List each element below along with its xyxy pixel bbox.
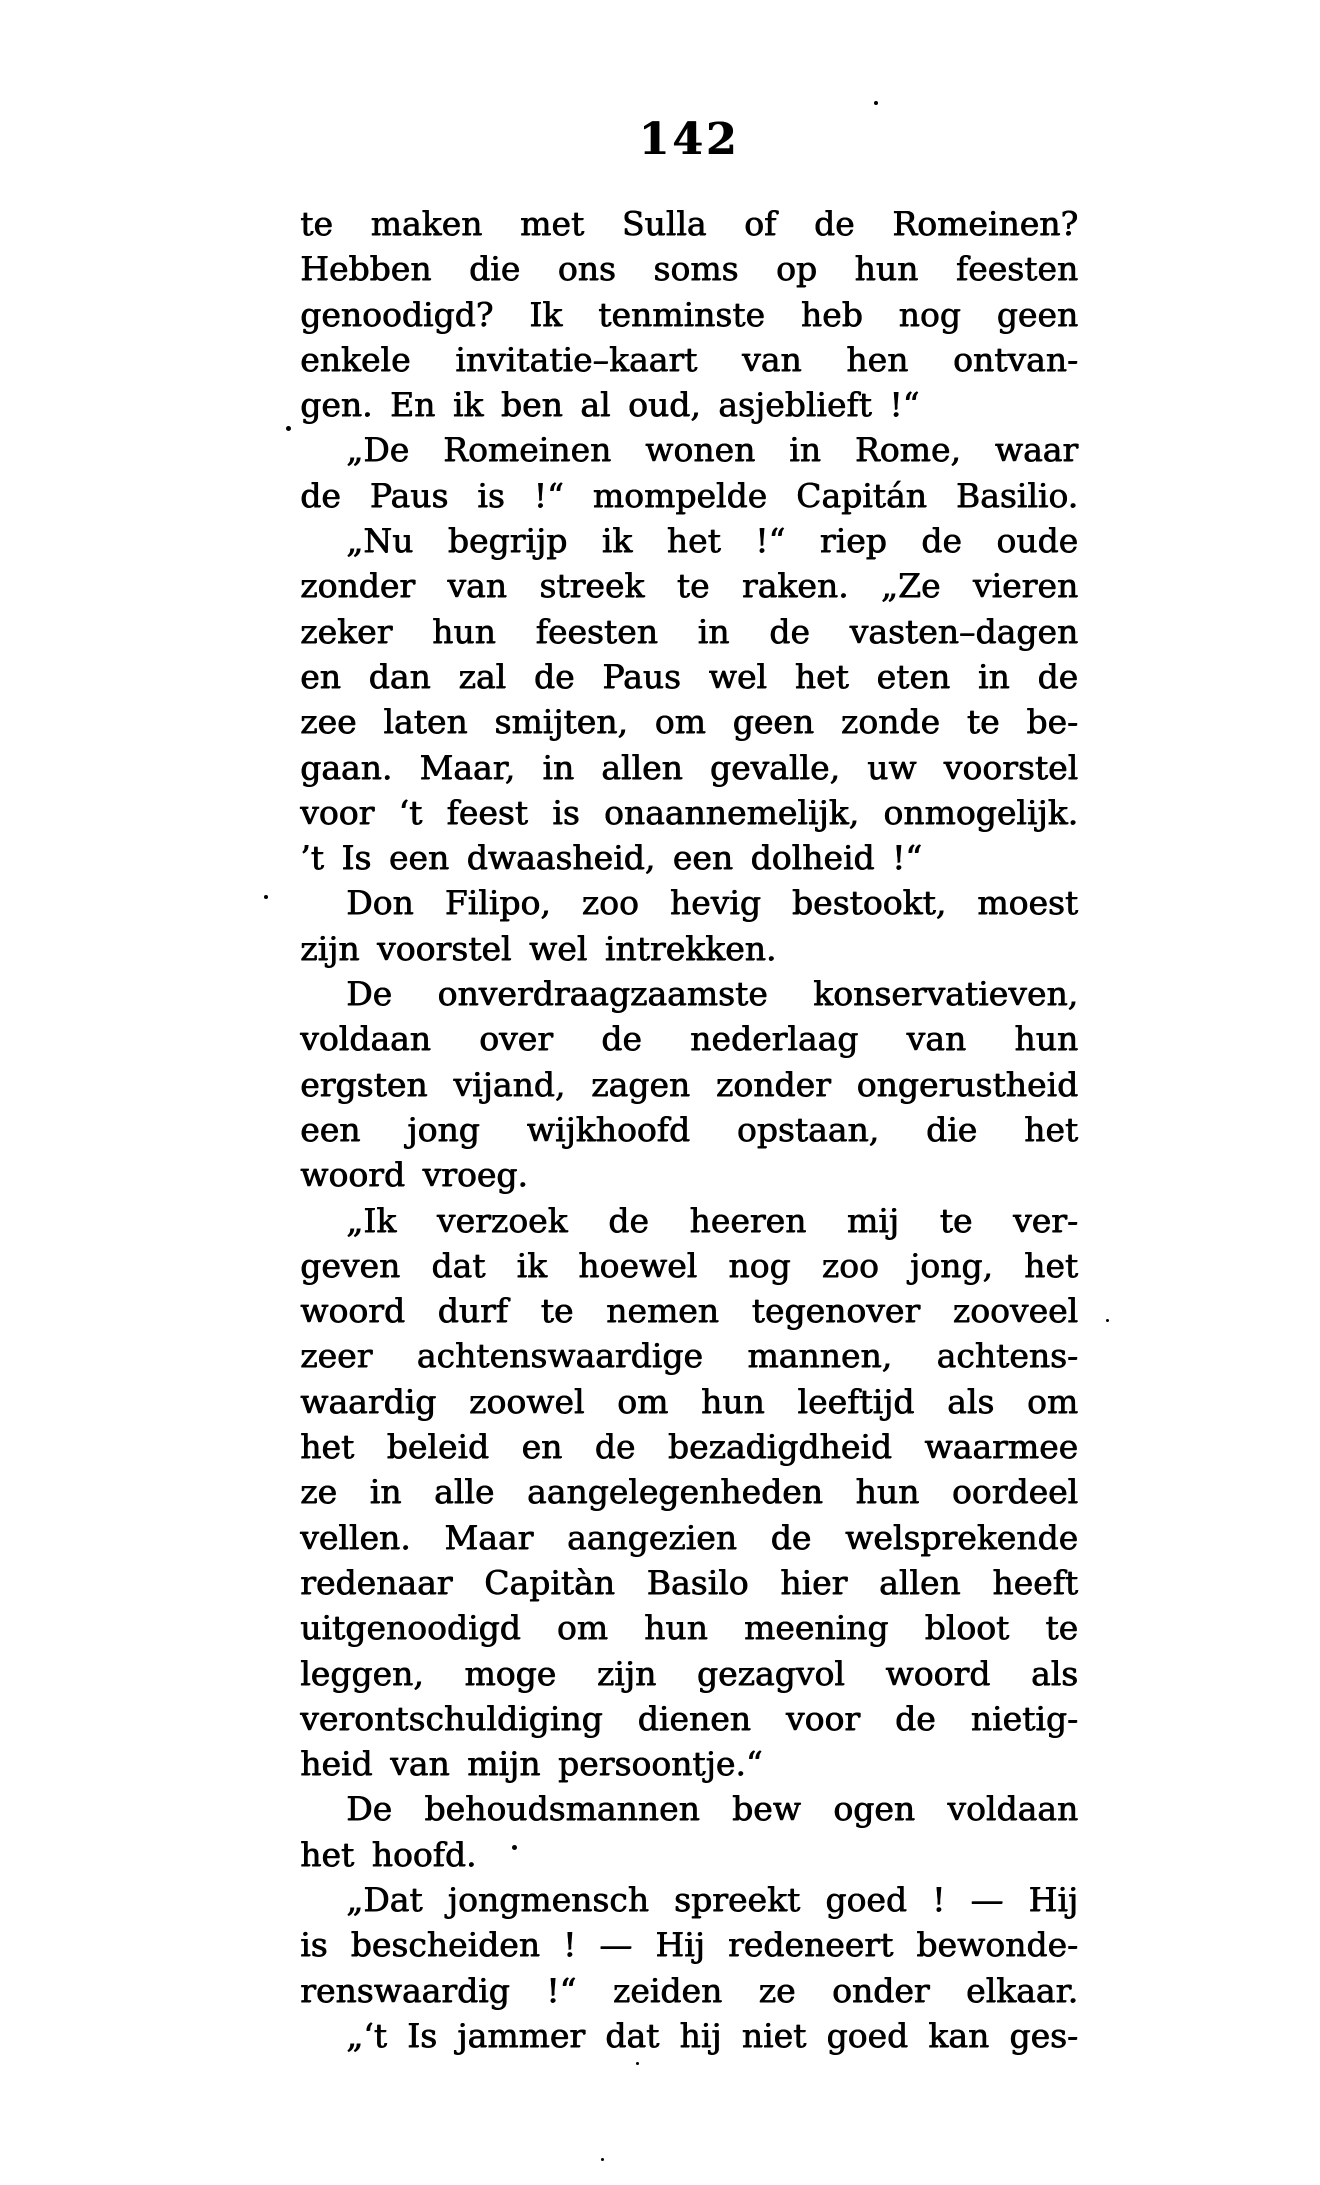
ink-speck — [636, 2062, 639, 2065]
text-line: het beleid en de bezadigdheid waarmee — [300, 1427, 1078, 1467]
ink-speck — [1106, 1319, 1109, 1322]
text-line: waardig zoowel om hun leeftijd als om — [300, 1381, 1078, 1421]
text-line: verontschuldiging dienen voor de nietig- — [300, 1698, 1078, 1738]
text-line: ergsten vijand, zagen zonder ongerustheid — [300, 1064, 1078, 1104]
text-line: zonder van streek te raken. „Ze vieren — [300, 566, 1078, 606]
text-line: zee laten smijten, om geen zonde te be- — [300, 702, 1078, 742]
text-line: woord durf te nemen tegenover zooveel — [300, 1291, 1078, 1331]
text-line: redenaar Capitàn Basilo hier allen heeft — [300, 1562, 1078, 1602]
page-number: 142 — [638, 114, 740, 165]
ink-speck — [264, 895, 268, 899]
page-text — [300, 201, 1078, 2058]
ink-speck — [286, 426, 291, 431]
text-line: Hebben die ons soms op hun feesten — [300, 249, 1078, 289]
text-line: voor ‘t feest is onaannemelijk, onmogelijk. — [300, 792, 1078, 832]
text-line: „Nu begrijp ik het !“ riep de oude — [346, 521, 1078, 561]
text-line: leggen, moge zijn gezagvol woord als — [300, 1653, 1078, 1693]
text-line: de Paus is !“ mompelde Capitán Basilio. — [300, 475, 1078, 515]
text-line: het hoofd. — [300, 1834, 477, 1874]
ink-speck — [512, 1845, 517, 1850]
text-line: is bescheiden ! — Hij redeneert bewonde- — [300, 1925, 1078, 1965]
text-line: voldaan over de nederlaag van hun — [300, 1019, 1078, 1059]
ink-speck — [601, 2158, 604, 2161]
text-line: te maken met Sulla of de Romeinen? — [300, 204, 1078, 243]
text-line: een jong wijkhoofd opstaan, die het — [300, 1109, 1078, 1149]
ink-speck — [874, 101, 878, 105]
text-line: vellen. Maar aangezien de welsprekende — [300, 1517, 1078, 1557]
text-line: „Dat jongmensch spreekt goed ! — Hij — [346, 1879, 1078, 1919]
text-line: ’t Is een dwaasheid, een dolheid !“ — [300, 838, 923, 878]
text-line: gaan. Maar, in allen gevalle, uw voorstel — [300, 747, 1078, 787]
text-line: zijn voorstel wel intrekken. — [300, 928, 777, 968]
text-line: De behoudsmannen bew ogen voldaan — [346, 1789, 1078, 1829]
text-line: Don Filipo, zoo hevig bestookt, moest — [346, 883, 1078, 923]
text-line: enkele invitatie–kaart van hen ontvan- — [300, 339, 1078, 379]
text-line: „De Romeinen wonen in Rome, waar — [346, 430, 1078, 470]
text-line: geven dat ik hoewel nog zoo jong, het — [300, 1245, 1078, 1285]
text-line: gen. En ik ben al oud, asjeblieft !“ — [300, 385, 920, 425]
text-line: genoodigd? Ik tenminste heb nog geen — [300, 294, 1078, 334]
text-line: woord vroeg. — [300, 1155, 528, 1195]
text-line: renswaardig !“ zeiden ze onder elkaar. — [300, 1970, 1078, 2010]
text-line: De onverdraagzaamste konservatieven, — [346, 974, 1078, 1014]
text-line: en dan zal de Paus wel het eten in de — [300, 656, 1078, 696]
text-line: uitgenoodigd om hun meening bloot te — [300, 1608, 1078, 1648]
text-line: heid van mijn persoontje.“ — [300, 1744, 763, 1784]
text-line: zeer achtenswaardige mannen, achtens- — [300, 1336, 1078, 1376]
text-line: „Ik verzoek de heeren mij te ver- — [346, 1200, 1078, 1240]
text-line: „‘t Is jammer dat hij niet goed kan ges- — [346, 2015, 1078, 2055]
text-line: zeker hun feesten in de vasten–dagen — [300, 611, 1078, 651]
text-line: ze in alle aangelegenheden hun oordeel — [300, 1472, 1078, 1512]
